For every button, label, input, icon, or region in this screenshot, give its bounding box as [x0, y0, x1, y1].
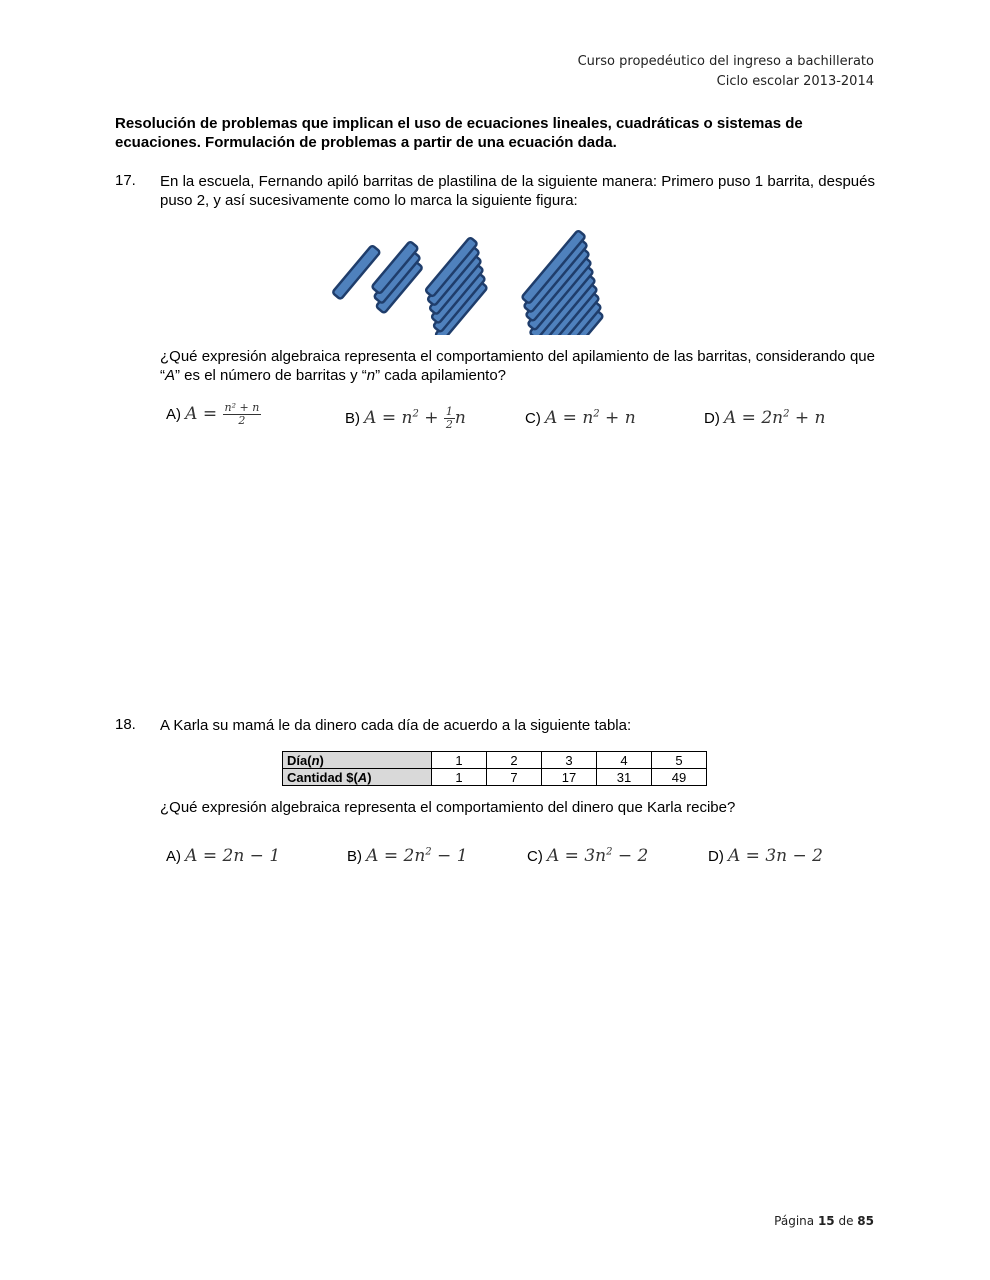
- option-formula: [547, 846, 648, 866]
- stack-1: [332, 245, 380, 300]
- option-label: D): [704, 410, 720, 427]
- page-footer: [774, 1214, 874, 1228]
- money-table: [282, 751, 707, 786]
- footer-page-number: 15: [817, 1214, 835, 1228]
- stack-4: [521, 230, 603, 335]
- question-17-number: 17.: [115, 172, 136, 189]
- table-cell: 3: [542, 752, 597, 769]
- q18-option-b[interactable]: [347, 846, 468, 866]
- footer-page-total: 85: [857, 1214, 874, 1228]
- question-18-prompt: ¿Qué expresión algebraica representa el comportamiento del dinero que Karla recibe?: [160, 799, 736, 816]
- plasticine-bars-figure: [330, 225, 670, 335]
- exponent: 2: [593, 408, 600, 420]
- option-label: C): [527, 848, 543, 865]
- formula-tail: + n: [599, 408, 636, 428]
- option-label: D): [708, 848, 724, 865]
- formula-lhs: A = 2n: [366, 846, 426, 866]
- formula-tail: − 1: [431, 846, 468, 866]
- option-label: B): [345, 410, 360, 427]
- option-formula: [724, 408, 825, 428]
- exponent: 2: [783, 408, 790, 420]
- fraction-numerator: 1: [445, 405, 453, 418]
- table-cell: 1: [432, 769, 487, 786]
- prompt-post: ” cada apilamiento?: [375, 367, 507, 384]
- option-formula: [366, 846, 467, 866]
- prompt-mid: ” es el número de barritas y “: [175, 367, 367, 384]
- exponent: 2: [412, 408, 419, 420]
- table-head-day: [283, 752, 432, 769]
- bars-group: [332, 230, 603, 335]
- table-row-day: [283, 752, 707, 769]
- table-cell: 2: [487, 752, 542, 769]
- option-label: C): [525, 410, 541, 427]
- q18-option-a[interactable]: [166, 846, 280, 866]
- formula-tail: − 2: [612, 846, 649, 866]
- fraction: [444, 406, 455, 431]
- fraction-denominator: 2: [238, 414, 246, 427]
- q18-option-c[interactable]: [527, 846, 648, 866]
- option-formula: [185, 401, 261, 427]
- option-label: A): [166, 848, 181, 865]
- table-cell: 5: [652, 752, 707, 769]
- prompt-pre: ¿Qué expresión algebraica representa el comportamiento del apilamiento de las barritas, considerando que “: [160, 348, 875, 384]
- head-var: n: [311, 752, 320, 768]
- q17-option-c[interactable]: [525, 408, 636, 428]
- table-cell: 7: [487, 769, 542, 786]
- formula-lhs: A = 2n: [724, 408, 784, 428]
- q18-option-d[interactable]: [708, 846, 823, 866]
- formula-lhs: A = n: [364, 408, 413, 428]
- option-formula: [545, 408, 636, 428]
- formula-lhs: A = n: [545, 408, 594, 428]
- option-formula: A = 3n − 2: [728, 846, 823, 866]
- section-title: Resolución de problemas que implican el uso de ecuaciones lineales, cuadráticas o sistemas de ecuaciones. Formulación de problemas a partir de una ecuación dada.: [115, 115, 803, 151]
- option-formula: A = 2n − 1: [185, 846, 281, 866]
- footer-text: de: [834, 1214, 858, 1228]
- table-cell: 17: [542, 769, 597, 786]
- formula-tail: n: [454, 408, 466, 428]
- exponent: 2: [606, 846, 613, 858]
- table-cell: 1: [432, 752, 487, 769]
- table-cell: 4: [597, 752, 652, 769]
- q17-option-b[interactable]: [345, 406, 466, 431]
- table-head-amount: [283, 769, 432, 786]
- head-text: ): [319, 752, 324, 768]
- page-header: [578, 52, 874, 92]
- question-18-text: A Karla su mamá le da dinero cada día de acuerdo a la siguiente tabla:: [160, 717, 632, 734]
- table-row-amount: [283, 769, 707, 786]
- question-17-text: En la escuela, Fernando apiló barritas de plastilina de la siguiente manera: Primero puso 1 barrita, después puso 2, y así sucesivamente como lo marca la siguiente figura:: [160, 173, 875, 209]
- header-cycle: Ciclo escolar 2013-2014: [716, 74, 874, 89]
- question-17-prompt: [160, 347, 875, 385]
- fraction-numerator: n² + n: [224, 401, 260, 414]
- option-label: A): [166, 406, 181, 423]
- question-18-number: 18.: [115, 716, 136, 733]
- head-text: ): [367, 769, 372, 785]
- option-label: B): [347, 848, 362, 865]
- formula-plus: +: [418, 408, 444, 428]
- header-course: Curso propedéutico del ingreso a bachillerato: [577, 54, 874, 69]
- var-n: n: [366, 367, 376, 384]
- var-a: A: [165, 367, 176, 384]
- fraction-denominator: 2: [445, 418, 453, 431]
- table-cell: 31: [597, 769, 652, 786]
- table-cell: 49: [652, 769, 707, 786]
- head-text: Día(: [287, 752, 312, 768]
- q17-option-a[interactable]: [166, 402, 261, 427]
- plasticine-bar: [332, 245, 380, 300]
- fraction: [223, 402, 262, 427]
- formula-lhs: A = 3n: [547, 846, 607, 866]
- exponent: 2: [425, 846, 432, 858]
- head-text: Cantidad $(: [287, 769, 358, 785]
- formula-tail: + n: [789, 408, 826, 428]
- formula-lhs: A =: [185, 404, 218, 424]
- option-formula: [364, 405, 466, 431]
- q17-option-d[interactable]: [704, 408, 825, 428]
- stack-3: [425, 237, 488, 335]
- head-var: A: [357, 769, 368, 785]
- footer-text: Página: [774, 1214, 818, 1228]
